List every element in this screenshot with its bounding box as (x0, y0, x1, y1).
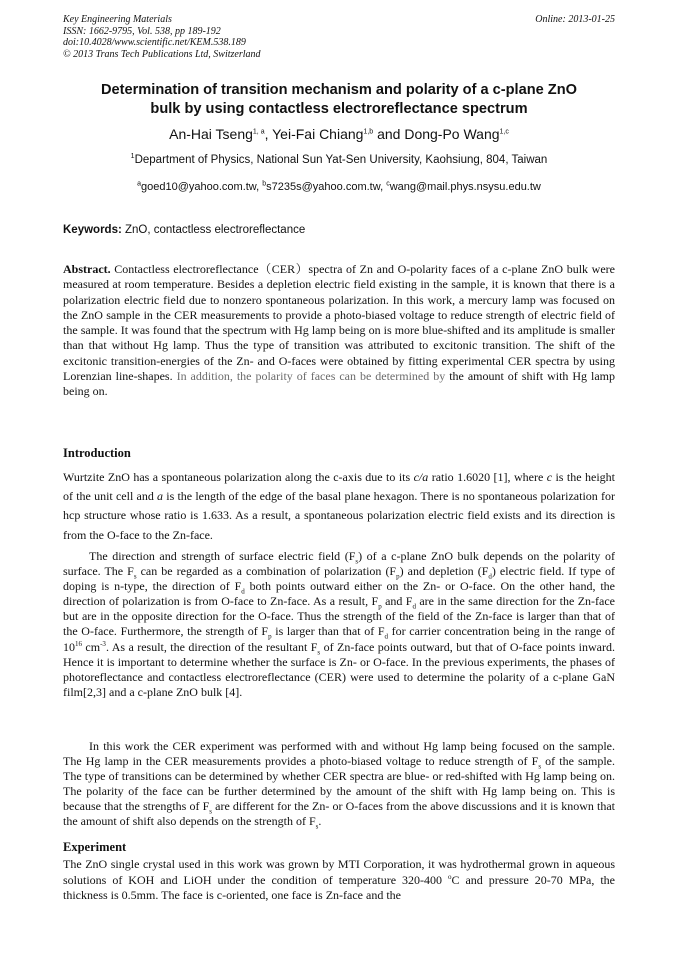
intro-p3-text: are different for the Zn- or O-faces from the above discussions and it is known that the amount of shift also depends on the strength of F (63, 799, 615, 829)
sub-d: d (488, 572, 492, 581)
intro-paragraph-2 (63, 549, 615, 700)
abstract-text-1: Contactless electroreflectance（CER）spectra of Zn and O-polarity faces of a c-plane ZnO bulk were measured at room temperature. Besides a depletion electric field existing in the sample, it is known that there is a polarization electric field due to nonzero spontaneous polarization. In this work, a mercury lamp was focused on the ZnO sample in the CER measurements to provide a photo-biased voltage to reduce strength of electric field of the sample. It was found that the spectrum with Hg lamp being on is more blue-shifted and its amplitude is smaller than that without Hg lamp. Thus the type of transition was attributed to excitonic transition. The shift of the excitonic transition-energies of the Zn- and O-faces were obtained by fitting experimental CER spectra by using Lorenzian line-shapes. (63, 262, 615, 384)
author-sep-2: and (373, 126, 405, 142)
journal-name: Key Engineering Materials (63, 14, 172, 25)
abstract-text-gray: In addition, the polarity of faces can be determined by (176, 369, 446, 384)
affiliation (40, 153, 638, 167)
intro-p2-text: is larger than that of F (271, 624, 385, 639)
sub-s: s (355, 557, 359, 566)
copyright-line: © 2013 Trans Tech Publications Ltd, Switzerland (63, 48, 261, 60)
experiment-heading: Experiment (63, 840, 127, 854)
title-line-2: bulk by using contactless electroreflectance spectrum (150, 101, 528, 117)
intro-p2-text: for carrier concentration being in the range of 10 (63, 624, 615, 654)
intro-p2-text: ) and depletion (F (399, 564, 489, 579)
issn-line: ISSN: 1662-9795, Vol. 538, pp 189-192 (63, 25, 221, 37)
intro-p1-ca-italic: c/a (413, 470, 429, 484)
experiment-text-1: The ZnO single crystal used in this work was grown by MTI Corporation, it was hydrothermal grown in aqueous solutions of KOH and LiOH under the condition of temperature 320-400 (63, 857, 615, 887)
intro-p2-text: of Zn-face points outward, but that of O-face points inward. Hence it is important to determine whether the surface is Zn- or O-face. In the previous experiments, the phases of photoreflectance and contactless electroreflectance (CER) were used to determine the polarity of a c-plane GaN film[2,3] and a c-plane ZnO bulk [4]. (63, 639, 615, 699)
author-3-affil: 1,c (499, 128, 509, 136)
intro-p1-text-4: is the length of the edge of the basal plane hexagon. There is no spontaneous polarization for hcp structure whose ratio is 1.633. As a result, a spontaneous polarization electric field exists and its direction is from the O-face to the Zn-face. (63, 489, 615, 542)
author-1-affil: 1, a (252, 128, 265, 136)
sub-d: d (412, 602, 416, 611)
degree-mark: o (447, 872, 452, 881)
sub-s: s (538, 762, 542, 771)
keywords-label: Keywords: (63, 224, 122, 236)
intro-p3-text: of the sample. The type of transitions can be determined by whether CER spectra are blue- or red-shifted with Hg lamp being on. The polarity of the face can be further determined by the amount of the shift with Hg lamp being on. This is because that the strengths of F (63, 754, 615, 814)
email-b-mark: b (262, 180, 267, 188)
intro-p2-text: are in the same direction for the Zn-face but are in the opposite direction for the O-face. Thus the strength of the field of the Zn-face is larger than that of the O-face. Furthermore, the strength of F (63, 594, 615, 639)
sub-s: s (315, 822, 319, 831)
sub-p: p (396, 572, 400, 581)
intro-p2-text: both points outward either on the Zn- or O-face. On the other hand, the direction of polarization is from O-face to Zn-face. As a result, F (63, 579, 615, 609)
author-3: Dong-Po Wang (404, 126, 500, 142)
affiliation-mark: 1 (130, 153, 135, 161)
sub-d: d (241, 587, 245, 596)
intro-p1-a-italic: a (157, 489, 164, 504)
email-list (40, 180, 638, 194)
affiliation-text: Department of Physics, National Sun Yat-Sen University, Kaohsiung, 804, Taiwan (134, 154, 548, 166)
online-date: Online: 2013-01-25 (535, 14, 615, 25)
intro-p1-text-2: ratio 1.6020 [1], where (428, 470, 547, 484)
keywords (63, 223, 615, 237)
intro-p2-text: . As a result, the direction of the resultant F (105, 639, 318, 654)
sup-minus-3: -3 (100, 639, 106, 648)
title-line-1: Determination of transition mechanism and polarity of a c-plane ZnO (101, 82, 577, 98)
experiment-paragraph (63, 857, 615, 904)
sub-p: p (378, 602, 382, 611)
intro-p1-text-1: Wurtzite ZnO has a spontaneous polarization along the c-axis due to its (63, 470, 414, 484)
abstract (63, 262, 615, 400)
intro-p1-text-3: is the height of the unit cell and (63, 470, 615, 504)
intro-p3-text: . (318, 814, 322, 829)
intro-p3-text: In this work the CER experiment was performed with and without Hg lamp being focused on the sample. The Hg lamp in the CER measurements provides a photo-biased voltage to reduce strength of F (63, 739, 615, 769)
author-2-affil: 1,b (363, 128, 374, 136)
introduction-heading: Introduction (63, 446, 131, 460)
sub-p: p (268, 632, 272, 641)
abstract-label: Abstract. (63, 262, 111, 276)
sub-d: d (384, 632, 388, 641)
author-sep-1: , (264, 126, 273, 142)
intro-p2-text: and F (381, 594, 413, 609)
paper-title (40, 81, 638, 119)
author-list (40, 125, 638, 143)
intro-paragraph-1 (63, 468, 615, 545)
sub-s: s (317, 647, 321, 656)
intro-p2-text: ) electric field. If type of doping is n-type, the direction of F (63, 564, 616, 594)
intro-p2-text: The direction and strength of surface electric field (F (89, 549, 356, 563)
author-2: Yei-Fai Chiang (272, 126, 364, 142)
intro-p2-text: cm (82, 639, 101, 654)
intro-paragraph-3 (63, 739, 615, 830)
keywords-text: ZnO, contactless electroreflectance (121, 224, 306, 236)
doi-line: doi:10.4028/www.scientific.net/KEM.538.189 (63, 37, 246, 49)
email-c: wang@mail.phys.nsysu.edu.tw (389, 181, 541, 193)
sub-s: s (133, 572, 137, 581)
email-c-mark: c (386, 180, 390, 188)
intro-p1-c-italic: c (546, 470, 553, 484)
journal-header (63, 14, 615, 60)
email-a: goed10@yahoo.com.tw, (141, 181, 263, 193)
sup-16: 16 (75, 639, 82, 648)
intro-p2-text: ) of a c-plane ZnO bulk depends on the polarity of surface. The F (63, 549, 615, 579)
author-1: An-Hai Tseng (169, 126, 253, 142)
experiment-text-2: C and pressure 20-70 MPa, the thickness is 0.5mm. The face is c-oriented, one face is Zn-face and the (63, 872, 615, 902)
intro-p2-text: can be regarded as a combination of polarization (F (136, 564, 397, 579)
sub-s: s (209, 807, 212, 816)
email-b: s7235s@yahoo.com.tw, (266, 181, 387, 193)
email-a-mark: a (137, 180, 142, 188)
abstract-text-2: the amount of shift with Hg lamp being on. (63, 369, 616, 399)
